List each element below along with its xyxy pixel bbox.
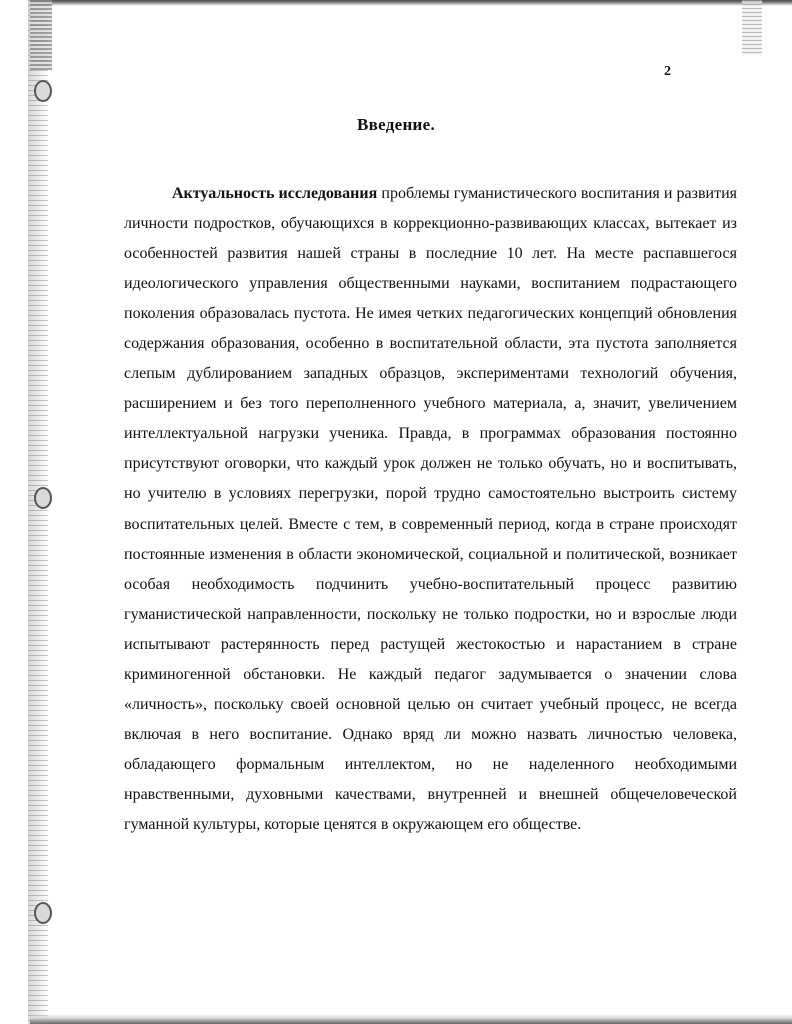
scan-left-edge bbox=[28, 0, 48, 1024]
binder-hole-middle bbox=[34, 487, 52, 509]
section-title: Введение. bbox=[356, 115, 436, 134]
page-number: 2 bbox=[664, 64, 671, 79]
scan-left-top-noise bbox=[30, 0, 52, 70]
paragraph bbox=[124, 179, 737, 840]
paragraph-text: проблемы гуманистического воспитания и развития личности подростков, обучающихся в коррекционно-развивающих классах, вытекает из особенностей развития нашей страны в последние 10 лет. На месте распавшегося идеологического управления общественными науками, воспитанием подрастающего поколения образовалась пустота. Не имея четких педагогических концепций обновления содержания образования, особенно в воспитательной области, эта пустота заполняется слепым дублированием западных образцов, экспериментами технологий обучения, расширением и без того переполненного учебного материала, а, значит, увеличением интеллектуальной нагрузки ученика. Правда, в программах образования постоянно присутствуют оговорки, что каждый урок должен не только обучать, но и воспитывать, но учителю в условиях перегрузки, порой трудно самостоятельно выстроить систему воспитательных целей. Вместе с тем, в современный период, когда в стране происходят постоянные изменения в области экономической, социальной и политической, возникает особая необходимость подчинить учебно-воспитательный процесс развитию гуманистической направленности, поскольку не только подростки, но и взрослые люди испытывают растерянность перед растущей жестокостью и нарастанием в стране криминогенной обстановки. Не каждый педагог задумывается о значении слова «личность», поскольку своей основной целью он считает учебный процесс, не всегда включая в него воспитание. Однако вряд ли можно назвать личностью человека, обладающего формальным интеллектом, но не наделенного необходимыми нравственными, духовными качествами, внутренней и внешней общечеловеческой гуманной культуры, которые ценятся в окружающем его обществе. bbox=[124, 185, 737, 833]
binder-hole-bottom bbox=[34, 902, 52, 924]
paragraph-lead: Актуальность исследования bbox=[172, 185, 378, 202]
scan-bottom-edge bbox=[30, 1014, 792, 1024]
scan-top-edge bbox=[30, 0, 792, 6]
scan-right-top-noise bbox=[742, 0, 762, 55]
body-text bbox=[124, 179, 737, 840]
binder-hole-top bbox=[34, 80, 52, 102]
